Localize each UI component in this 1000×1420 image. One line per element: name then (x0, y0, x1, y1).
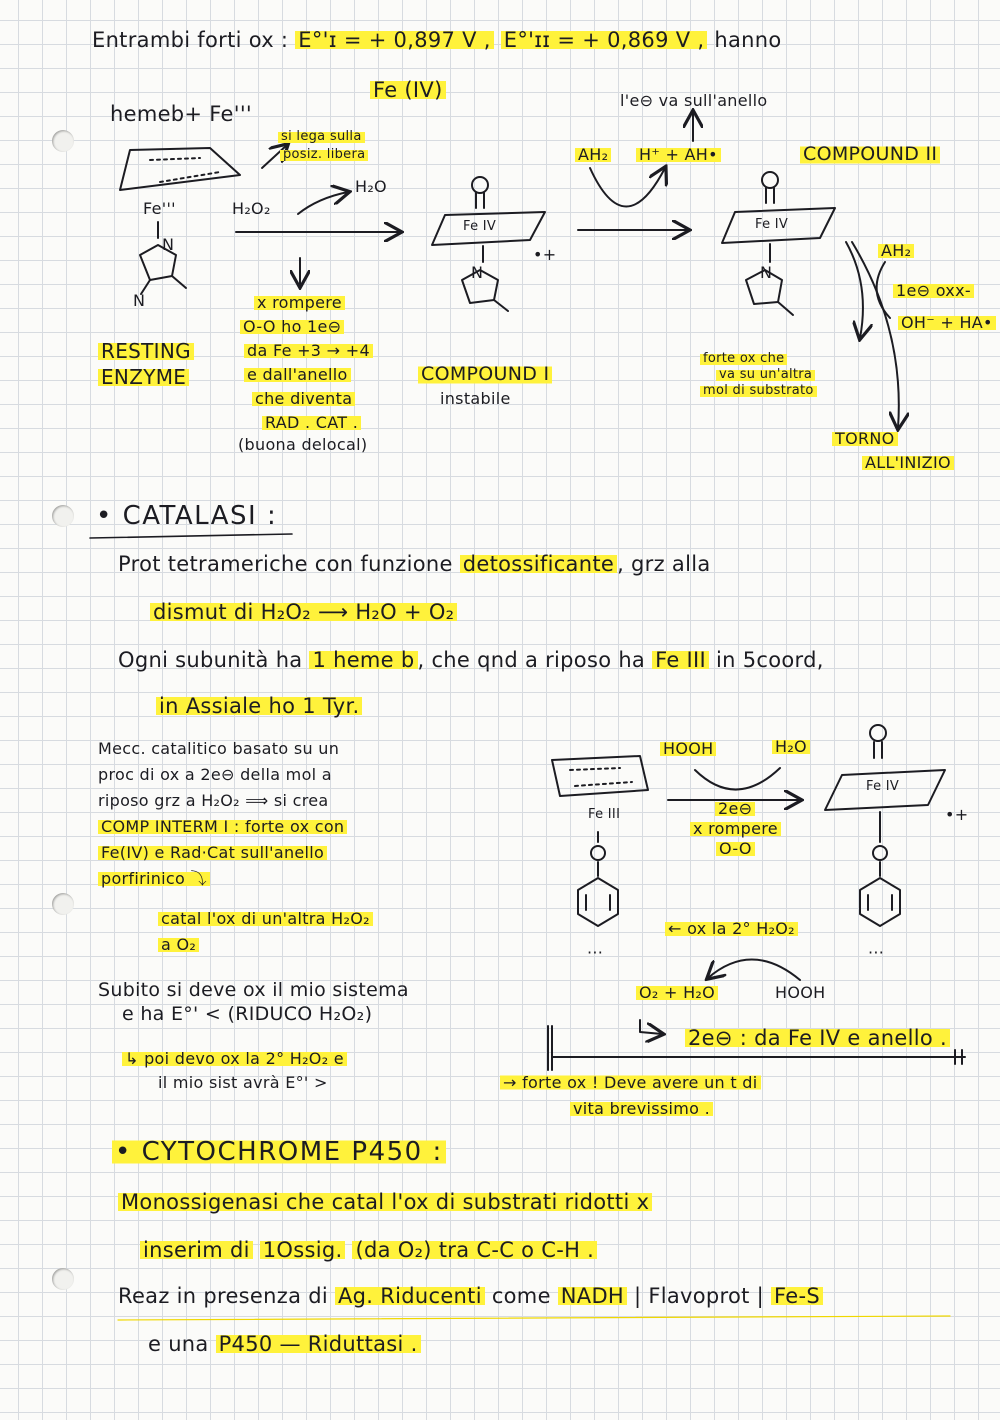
two-e-note-1: 2e⊖ (715, 800, 755, 818)
compound-2-drawing (722, 172, 835, 315)
catalase-compound-1-drawing (825, 725, 945, 926)
break-note-3: da Fe +3 → +4 (244, 342, 373, 360)
strong-ox-note-2: va su un'altra (716, 368, 815, 383)
h2o2-label: H₂O₂ (232, 199, 271, 218)
subito-line-2: e ha E°' < (RIDUCO H₂O₂) (122, 1003, 373, 1025)
subito-line-1: Subito si deve ox il mio sistema (98, 979, 409, 1001)
electron-ring-note: l'e⊖ va sull'anello (620, 91, 768, 110)
fe-iv-label: Fe (IV) (370, 78, 446, 102)
poi-line-2: il mio sist avrà E°' > (158, 1073, 328, 1092)
o2-h2o: O₂ + H₂O (636, 984, 718, 1002)
header-text: Entrambi forti ox : (92, 28, 289, 52)
unstable-label: instabile (440, 389, 511, 408)
cat-dots-2: ··· (868, 943, 885, 962)
enzyme-label: ENZYME (98, 366, 189, 389)
two-e-note-3: O-O (716, 840, 755, 858)
catalase-line-4: in Assiale ho 1 Tyr. (156, 694, 362, 718)
compound-2-n: N (760, 263, 773, 282)
break-note-4: e dall'anello (244, 366, 351, 384)
back-start-1: TORNO (832, 430, 898, 448)
mech-line-5: Fe(IV) e Rad·Cat sull'anello (98, 844, 327, 862)
products-label: H⁺ + AH• (636, 146, 721, 164)
nitrogen-label-2: N (133, 291, 146, 310)
break-note-7: (buona delocal) (238, 435, 368, 454)
compound-2-label: COMPOUND II (800, 144, 940, 166)
compound-1-label: COMPOUND I (418, 364, 552, 386)
compound-2-fe: Fe IV (755, 217, 789, 232)
ox-second: ← ox la 2° H₂O₂ (665, 920, 798, 938)
mech-line-3: riposo grz a H₂O₂ ⟹ si crea (98, 791, 329, 810)
catalase-resting-drawing (552, 756, 648, 926)
p450-line-3: Reaz in presenza di Ag. Riducenti come NADH | Flavoprot | Fe-S (118, 1284, 823, 1308)
p450-heading: • CYTOCHROME P450 : (112, 1138, 446, 1168)
poi-line-1: ↳ poi devo ox la 2° H₂O₂ e (122, 1050, 347, 1068)
p450-line-4: e una P450 — Riduttasi . (148, 1332, 421, 1356)
binds-note-1: si lega sulla (278, 130, 365, 145)
catalase-line-1: Prot tetrameriche con funzione detossificante , grz alla (118, 552, 711, 576)
hooh-2: HOOH (775, 983, 826, 1002)
compound-1-drawing (432, 177, 545, 311)
cat-h2o: H₂O (772, 738, 810, 756)
potential-1: E°'ɪ = + 0,897 V , (295, 28, 493, 52)
h2o-label: H₂O (355, 177, 387, 196)
heme-label: hemeb+ Fe''' (110, 102, 252, 126)
binds-note-2: posiz. libera (280, 148, 368, 163)
mech-line-1: Mecc. catalitico basato su un (98, 739, 340, 758)
break-note-1: x rompere (254, 294, 345, 312)
compound-1-n: N (471, 263, 484, 282)
mech-line-6: porfirinico ⤵ (98, 870, 210, 888)
break-note-6: RAD . CAT . (262, 414, 361, 432)
catalase-line-2: dismut di H₂O₂ ⟶ H₂O + O₂ (150, 600, 457, 624)
fe-iii-label: Fe''' (143, 199, 176, 218)
cat-fe-iii: Fe III (588, 807, 621, 822)
break-note-2: O-O ho 1e⊖ (240, 318, 344, 336)
two-e-note-2: x rompere (690, 820, 781, 838)
break-note-5: che diventa (252, 390, 355, 408)
forte-line: → forte ox ! Deve avere un t di (500, 1074, 761, 1092)
products-2: OH⁻ + HA• (898, 314, 996, 332)
resting-heme-drawing (120, 148, 240, 294)
ah2-right: AH₂ (878, 242, 914, 260)
resting-label: RESTING (98, 340, 194, 363)
cat-radical: •+ (945, 805, 969, 824)
nitrogen-label: N (162, 235, 175, 254)
p450-line-1: Monossigenasi che catal l'ox di substrati ridotti x (118, 1190, 652, 1214)
catalase-heading: • CATALASI : (96, 501, 278, 531)
potential-2: E°'ɪɪ = + 0,869 V , (501, 28, 708, 52)
cat-hooh: HOOH (660, 740, 716, 758)
catal-note-2: a O₂ (158, 936, 199, 954)
compound-1-radical: •+ (533, 245, 557, 264)
mech-line-4: COMP INTERM I : forte ox con (98, 818, 347, 836)
header-text-end: hanno (714, 28, 782, 52)
catal-note-1: catal l'ox di un'altra H₂O₂ (158, 910, 373, 928)
catalase-line-3: Ogni subunità ha 1 heme b , che qnd a riposo ha Fe III in 5coord, (118, 648, 824, 672)
header-line-1 (92, 28, 781, 52)
strong-ox-note-3: mol di substrato (700, 384, 817, 399)
two-e-from: 2e⊖ : da Fe IV e anello . (685, 1026, 950, 1050)
vita-line: vita brevissimo . (570, 1100, 713, 1118)
cat-dots-1: ··· (587, 943, 604, 962)
compound-1-fe: Fe IV (463, 219, 497, 234)
mech-line-2: proc di ox a 2e⊖ della mol a (98, 765, 332, 784)
ah2-label: AH₂ (575, 146, 611, 164)
cat-fe-iv: Fe IV (866, 779, 900, 794)
strong-ox-note-1: forte ox che (700, 352, 787, 367)
p450-line-2: inserim di 1Ossig. (da O₂) tra C-C o C-H . (140, 1238, 597, 1262)
one-e-ox: 1e⊖ oxx- (893, 282, 974, 300)
back-start-2: ALL'INIZIO (862, 454, 954, 472)
